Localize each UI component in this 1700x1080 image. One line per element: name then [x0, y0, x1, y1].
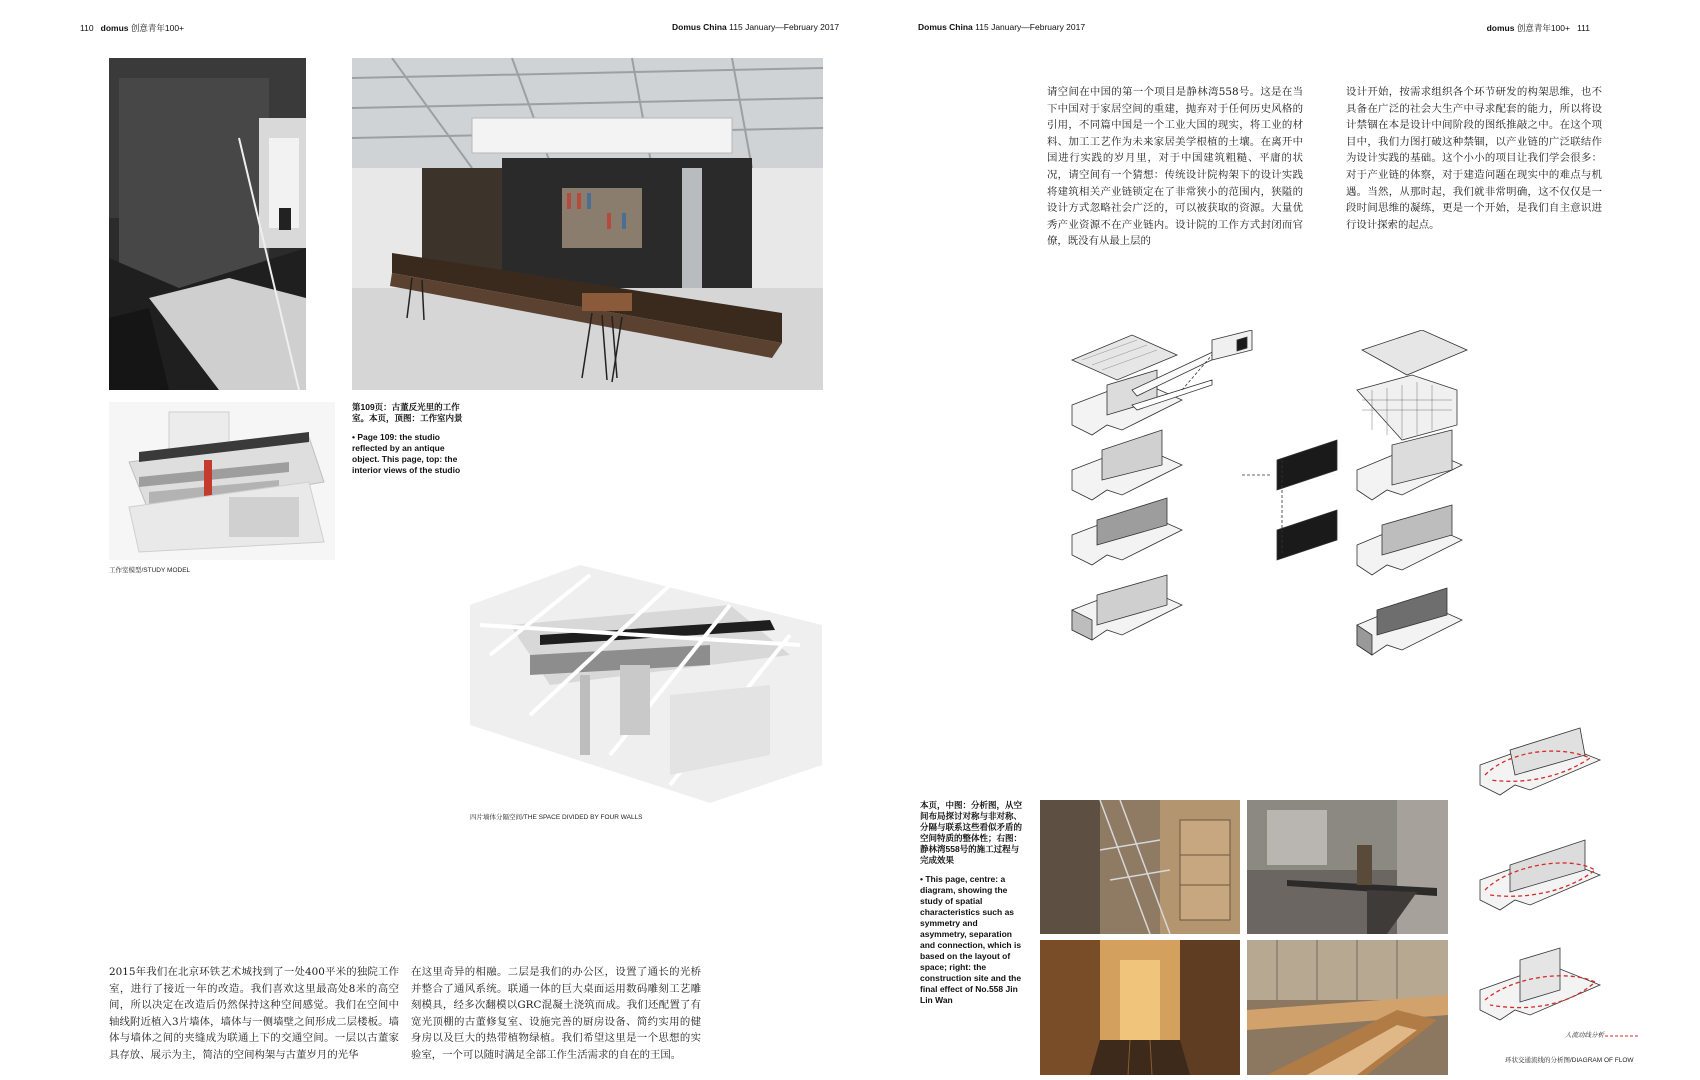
right-caption-english: • This page, centre: a diagram, showing the study of spatial characteristics such as symmetry and asymmetry, separation and connection, which is based on the layout of space; right: the construction site and the final effect of No.558 Jin Lin Wan: [920, 874, 1022, 1005]
studio-interior-photo: [352, 58, 823, 390]
journal-name: Domus China: [918, 22, 973, 32]
right-body-column-1: 请空间在中国的第一个项目是静林湾558号。这是在当下中国对于家居空间的重建，抛弃对于任何历史风格的引用，不同篇中国是一个工业大国的现实，将工业的材料、加工工艺作为未来家居美学根植的土壤。在离开中国进行实践的岁月里，对于中国建筑粗糙、平庸的状况，请空间有一个猜想：传统设计院构架下的设计实践将建筑相关产业链锁定在了非常狭小的范围内，狭隘的设计方式忽略社会广泛的，可以被获取的资源。大量优秀产业资源不在产业链内。设计院的工作方式封闭而官僚，既没有从最上层的: [1047, 86, 1303, 248]
right-page: [850, 0, 1700, 1080]
left-caption-chinese: 第109页：古董反光里的工作室。本页，顶图：工作室内景: [352, 402, 463, 423]
right-caption: [920, 800, 1025, 1006]
left-caption: [352, 402, 464, 476]
four-walls-rendering: [470, 565, 822, 803]
brand-name: domus: [1486, 23, 1515, 33]
section-name: 创意青年100+: [1516, 23, 1570, 33]
issue-date: 115 January—February 2017: [729, 22, 840, 32]
exploded-axonometric-diagram: [1062, 330, 1614, 725]
left-body-column-1: 2015年我们在北京环铁艺术城找到了一处400平米的独院工作室，进行了接近一年的改造。我们喜欢这里最高处8米的高空间，所以决定在改造后仍然保持这种空间感觉。我们在空间中轴线附近植入3片墙体，墙体与一侧墙壁之间形成二层楼板。墙体与墙体之间的夹缝成为联通上下的交通空间。一层以古董家具存放、展示为主，简洁的空间构架与古董岁月的光华: [109, 966, 399, 1061]
brand-name: domus: [100, 23, 129, 33]
finished-interior-photo-2: [1040, 940, 1240, 1075]
right-issue-header: [918, 22, 1085, 32]
journal-name: Domus China: [672, 22, 727, 32]
left-issue-header: [672, 22, 839, 32]
right-body-column-2: 设计开始，按需求组织各个环节研发的构架思维，也不具备在广泛的社会大生产中寻求配套的能力，所以将设计禁锢在本是设计中间阶段的图纸推敲之中。在这个项目中，我们力图打破这种禁锢，以产业链的广泛联结作为设计实践的基础。这个小小的项目让我们学会很多：对于产业链的体察，对于建造问题在现实中的难点与机遇。当然，从那时起，我们就非常明确，这不仅仅是一段时间思维的凝练，更是一个开始，是我们自主意识进行设计探索的起点。: [1346, 86, 1602, 231]
stair-photo: [109, 58, 306, 390]
page-number: 110: [80, 23, 94, 33]
finished-interior-photo-1: [1247, 800, 1448, 934]
study-model-image: [109, 402, 335, 560]
construction-site-photo: [1040, 800, 1240, 934]
flow-diagram: [1470, 720, 1645, 1040]
section-name: 创意青年100+: [130, 23, 185, 33]
left-running-header: [80, 22, 184, 34]
flow-legend-label: 人流动线分析: [1565, 1032, 1604, 1039]
right-caption-chinese: 本页，中图：分析图，从空间布局探讨对称与非对称、分隔与联系这些看似矛盾的空间特质的整体性；右图：静林湾558号的施工过程与完成效果: [920, 800, 1023, 865]
page-number: 111: [1577, 23, 1590, 33]
left-caption-english: • Page 109: the studio reflected by an antique object. This page, top: the interior views of the studio: [352, 432, 461, 475]
left-body-column-2: 在这里奇异的相融。二层是我们的办公区，设置了通长的光桥并整合了通风系统。联通一体的巨大桌面运用数码雕刻工艺雕刻模具，经多次翻模以GRC混凝土浇筑而成。我们还配置了有宽光顶棚的古董修复室、设施完善的厨房设备、简约实用的健身房以及巨大的热带植物绿植。我们希望这里是一个思想的实验室，一个可以随时满足全部工作生活需求的自在的王国。: [411, 966, 701, 1061]
flow-diagram-label: 环状交通流线的分析图/DIAGRAM OF FLOW: [1505, 1057, 1634, 1064]
issue-date: 115 January—February 2017: [975, 22, 1086, 32]
study-model-label: 工作室模型/STUDY MODEL: [109, 567, 191, 574]
four-walls-label: 四片墙体分隔空间/THE SPACE DIVIDED BY FOUR WALLS: [470, 814, 643, 821]
finished-interior-photo-3: [1247, 940, 1448, 1075]
right-running-header: [1487, 22, 1590, 34]
